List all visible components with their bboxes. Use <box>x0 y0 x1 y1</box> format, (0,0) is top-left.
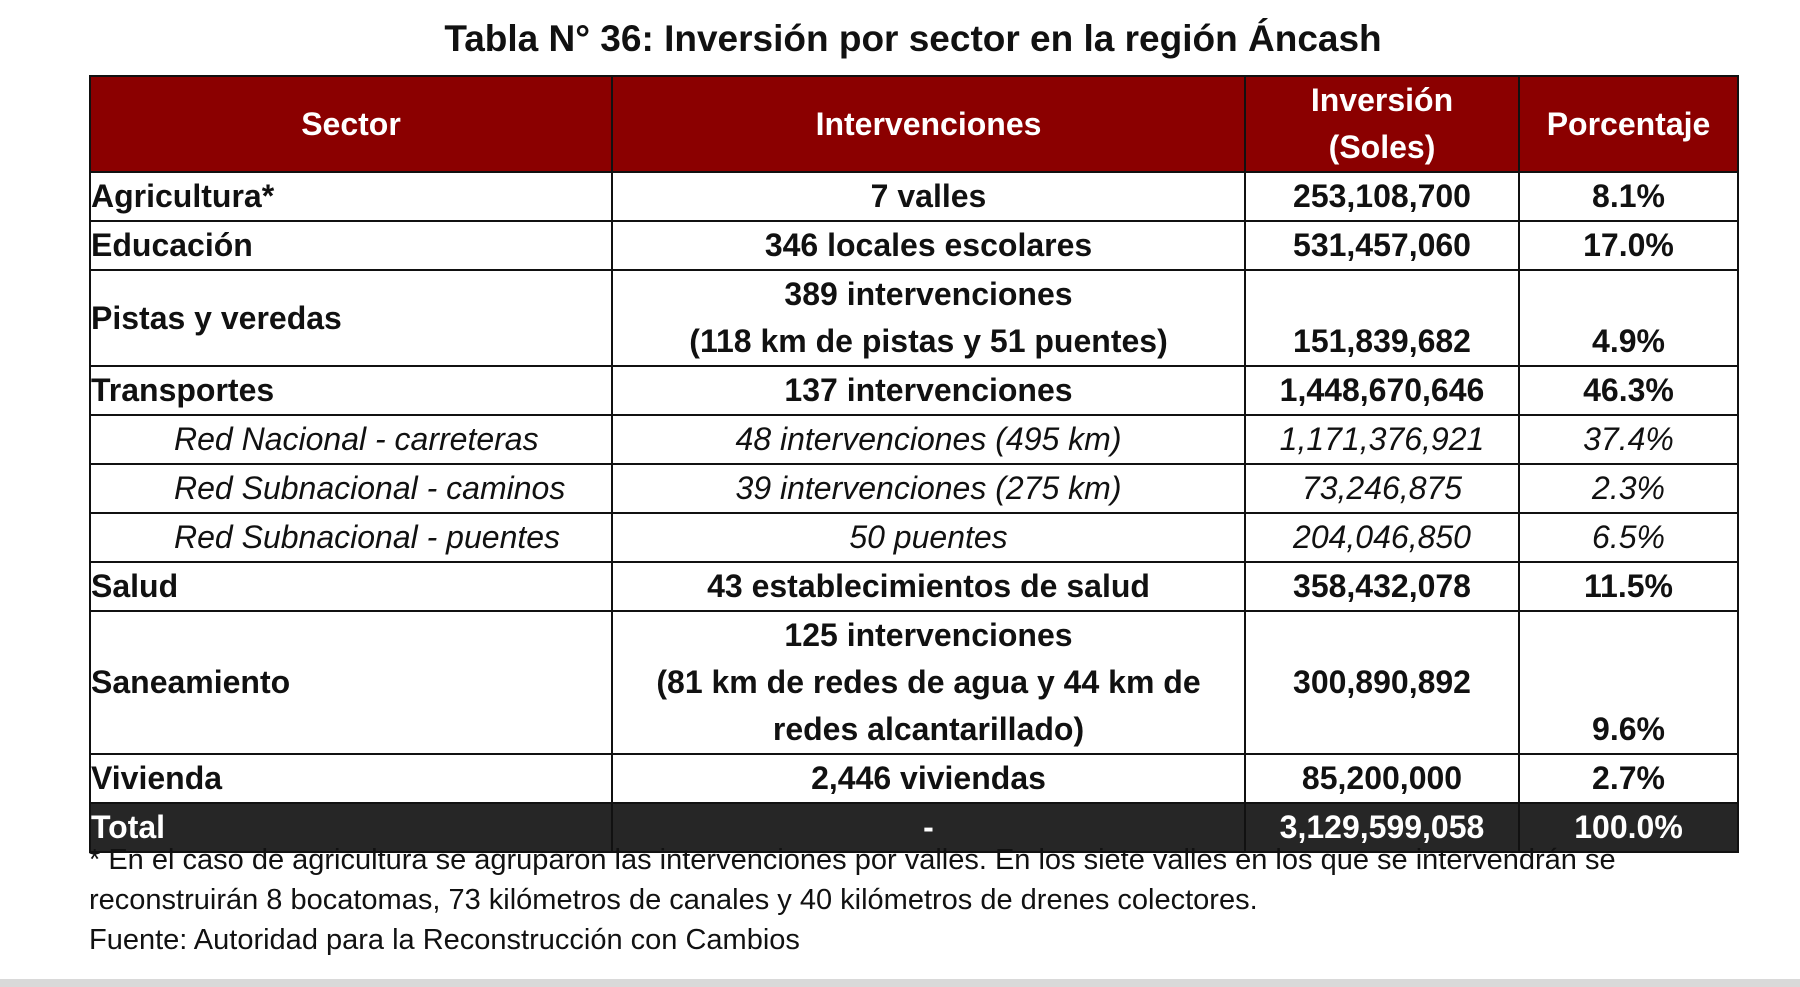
investment-table <box>89 75 1739 853</box>
cell-inversion: 253,108,700 <box>1245 172 1519 221</box>
cell-intervenciones-line3: redes alcantarillado) <box>772 711 1085 747</box>
cell-sector: Total <box>90 803 612 852</box>
cell-porcentaje: 100.0% <box>1519 803 1738 852</box>
table-row <box>90 366 1738 415</box>
cell-intervenciones: 2,446 viviendas <box>612 754 1245 803</box>
cell-intervenciones-line2: (118 km de pistas y 51 puentes) <box>689 323 1168 359</box>
cell-sector: Salud <box>90 562 612 611</box>
header-intervenciones: Intervenciones <box>612 76 1245 172</box>
table-subrow <box>90 464 1738 513</box>
cell-intervenciones-line1: 389 intervenciones <box>784 276 1073 312</box>
cell-intervenciones: 137 intervenciones <box>612 366 1245 415</box>
bottom-divider <box>0 979 1800 987</box>
cell-intervenciones: - <box>612 803 1245 852</box>
cell-inversion: 73,246,875 <box>1245 464 1519 513</box>
header-inversion-line2: (Soles) <box>1328 129 1436 165</box>
table-row <box>90 221 1738 270</box>
cell-intervenciones: 43 establecimientos de salud <box>612 562 1245 611</box>
cell-porcentaje: 2.7% <box>1519 754 1738 803</box>
cell-inversion: 3,129,599,058 <box>1245 803 1519 852</box>
table-row <box>90 270 1738 366</box>
table-subrow <box>90 415 1738 464</box>
table-subrow <box>90 513 1738 562</box>
cell-porcentaje: 2.3% <box>1519 464 1738 513</box>
source-note: Fuente: Autoridad para la Reconstrucción con Cambios <box>89 924 800 956</box>
table-row <box>90 562 1738 611</box>
cell-intervenciones-line2: (81 km de redes de agua y 44 km de <box>656 664 1201 700</box>
header-inversion <box>1245 76 1519 172</box>
footnote-line2: reconstruirán 8 bocatomas, 73 kilómetros de canales y 40 kilómetros de drenes colectores. <box>89 884 1258 916</box>
header-sector: Sector <box>90 76 612 172</box>
footnote-line1: * En el caso de agricultura se agruparon las intervenciones por valles. En los siete valles en los que se intervendrán se <box>89 844 1616 876</box>
cell-intervenciones: 39 intervenciones (275 km) <box>612 464 1245 513</box>
cell-inversion: 151,839,682 <box>1245 270 1519 366</box>
cell-inversion: 300,890,892 <box>1245 611 1519 754</box>
cell-sector: Saneamiento <box>90 611 612 754</box>
cell-sector: Vivienda <box>90 754 612 803</box>
cell-sector: Educación <box>90 221 612 270</box>
cell-inversion: 531,457,060 <box>1245 221 1519 270</box>
cell-intervenciones: 50 puentes <box>612 513 1245 562</box>
table-row <box>90 611 1738 754</box>
cell-inversion: 204,046,850 <box>1245 513 1519 562</box>
table-row <box>90 754 1738 803</box>
cell-intervenciones-line1: 125 intervenciones <box>784 617 1073 653</box>
cell-porcentaje: 46.3% <box>1519 366 1738 415</box>
cell-inversion: 1,448,670,646 <box>1245 366 1519 415</box>
cell-sector: Red Nacional - carreteras <box>90 415 612 464</box>
cell-intervenciones <box>612 611 1245 754</box>
cell-intervenciones: 48 intervenciones (495 km) <box>612 415 1245 464</box>
cell-porcentaje: 17.0% <box>1519 221 1738 270</box>
cell-intervenciones: 346 locales escolares <box>612 221 1245 270</box>
cell-inversion: 85,200,000 <box>1245 754 1519 803</box>
header-inversion-line1: Inversión <box>1310 82 1454 118</box>
cell-sector: Pistas y veredas <box>90 270 612 366</box>
cell-porcentaje: 6.5% <box>1519 513 1738 562</box>
table-header-row <box>90 76 1738 172</box>
cell-inversion: 358,432,078 <box>1245 562 1519 611</box>
cell-sector: Red Subnacional - caminos <box>90 464 612 513</box>
cell-intervenciones: 7 valles <box>612 172 1245 221</box>
table-row <box>90 172 1738 221</box>
footnote <box>89 840 1749 960</box>
cell-porcentaje: 4.9% <box>1519 270 1738 366</box>
cell-porcentaje: 11.5% <box>1519 562 1738 611</box>
cell-inversion: 1,171,376,921 <box>1245 415 1519 464</box>
cell-intervenciones <box>612 270 1245 366</box>
cell-sector: Agricultura* <box>90 172 612 221</box>
cell-sector: Transportes <box>90 366 612 415</box>
cell-porcentaje: 37.4% <box>1519 415 1738 464</box>
cell-sector: Red Subnacional - puentes <box>90 513 612 562</box>
table-title: Tabla N° 36: Inversión por sector en la región Áncash <box>444 18 1382 59</box>
cell-porcentaje: 9.6% <box>1519 611 1738 754</box>
cell-porcentaje: 8.1% <box>1519 172 1738 221</box>
header-porcentaje: Porcentaje <box>1519 76 1738 172</box>
